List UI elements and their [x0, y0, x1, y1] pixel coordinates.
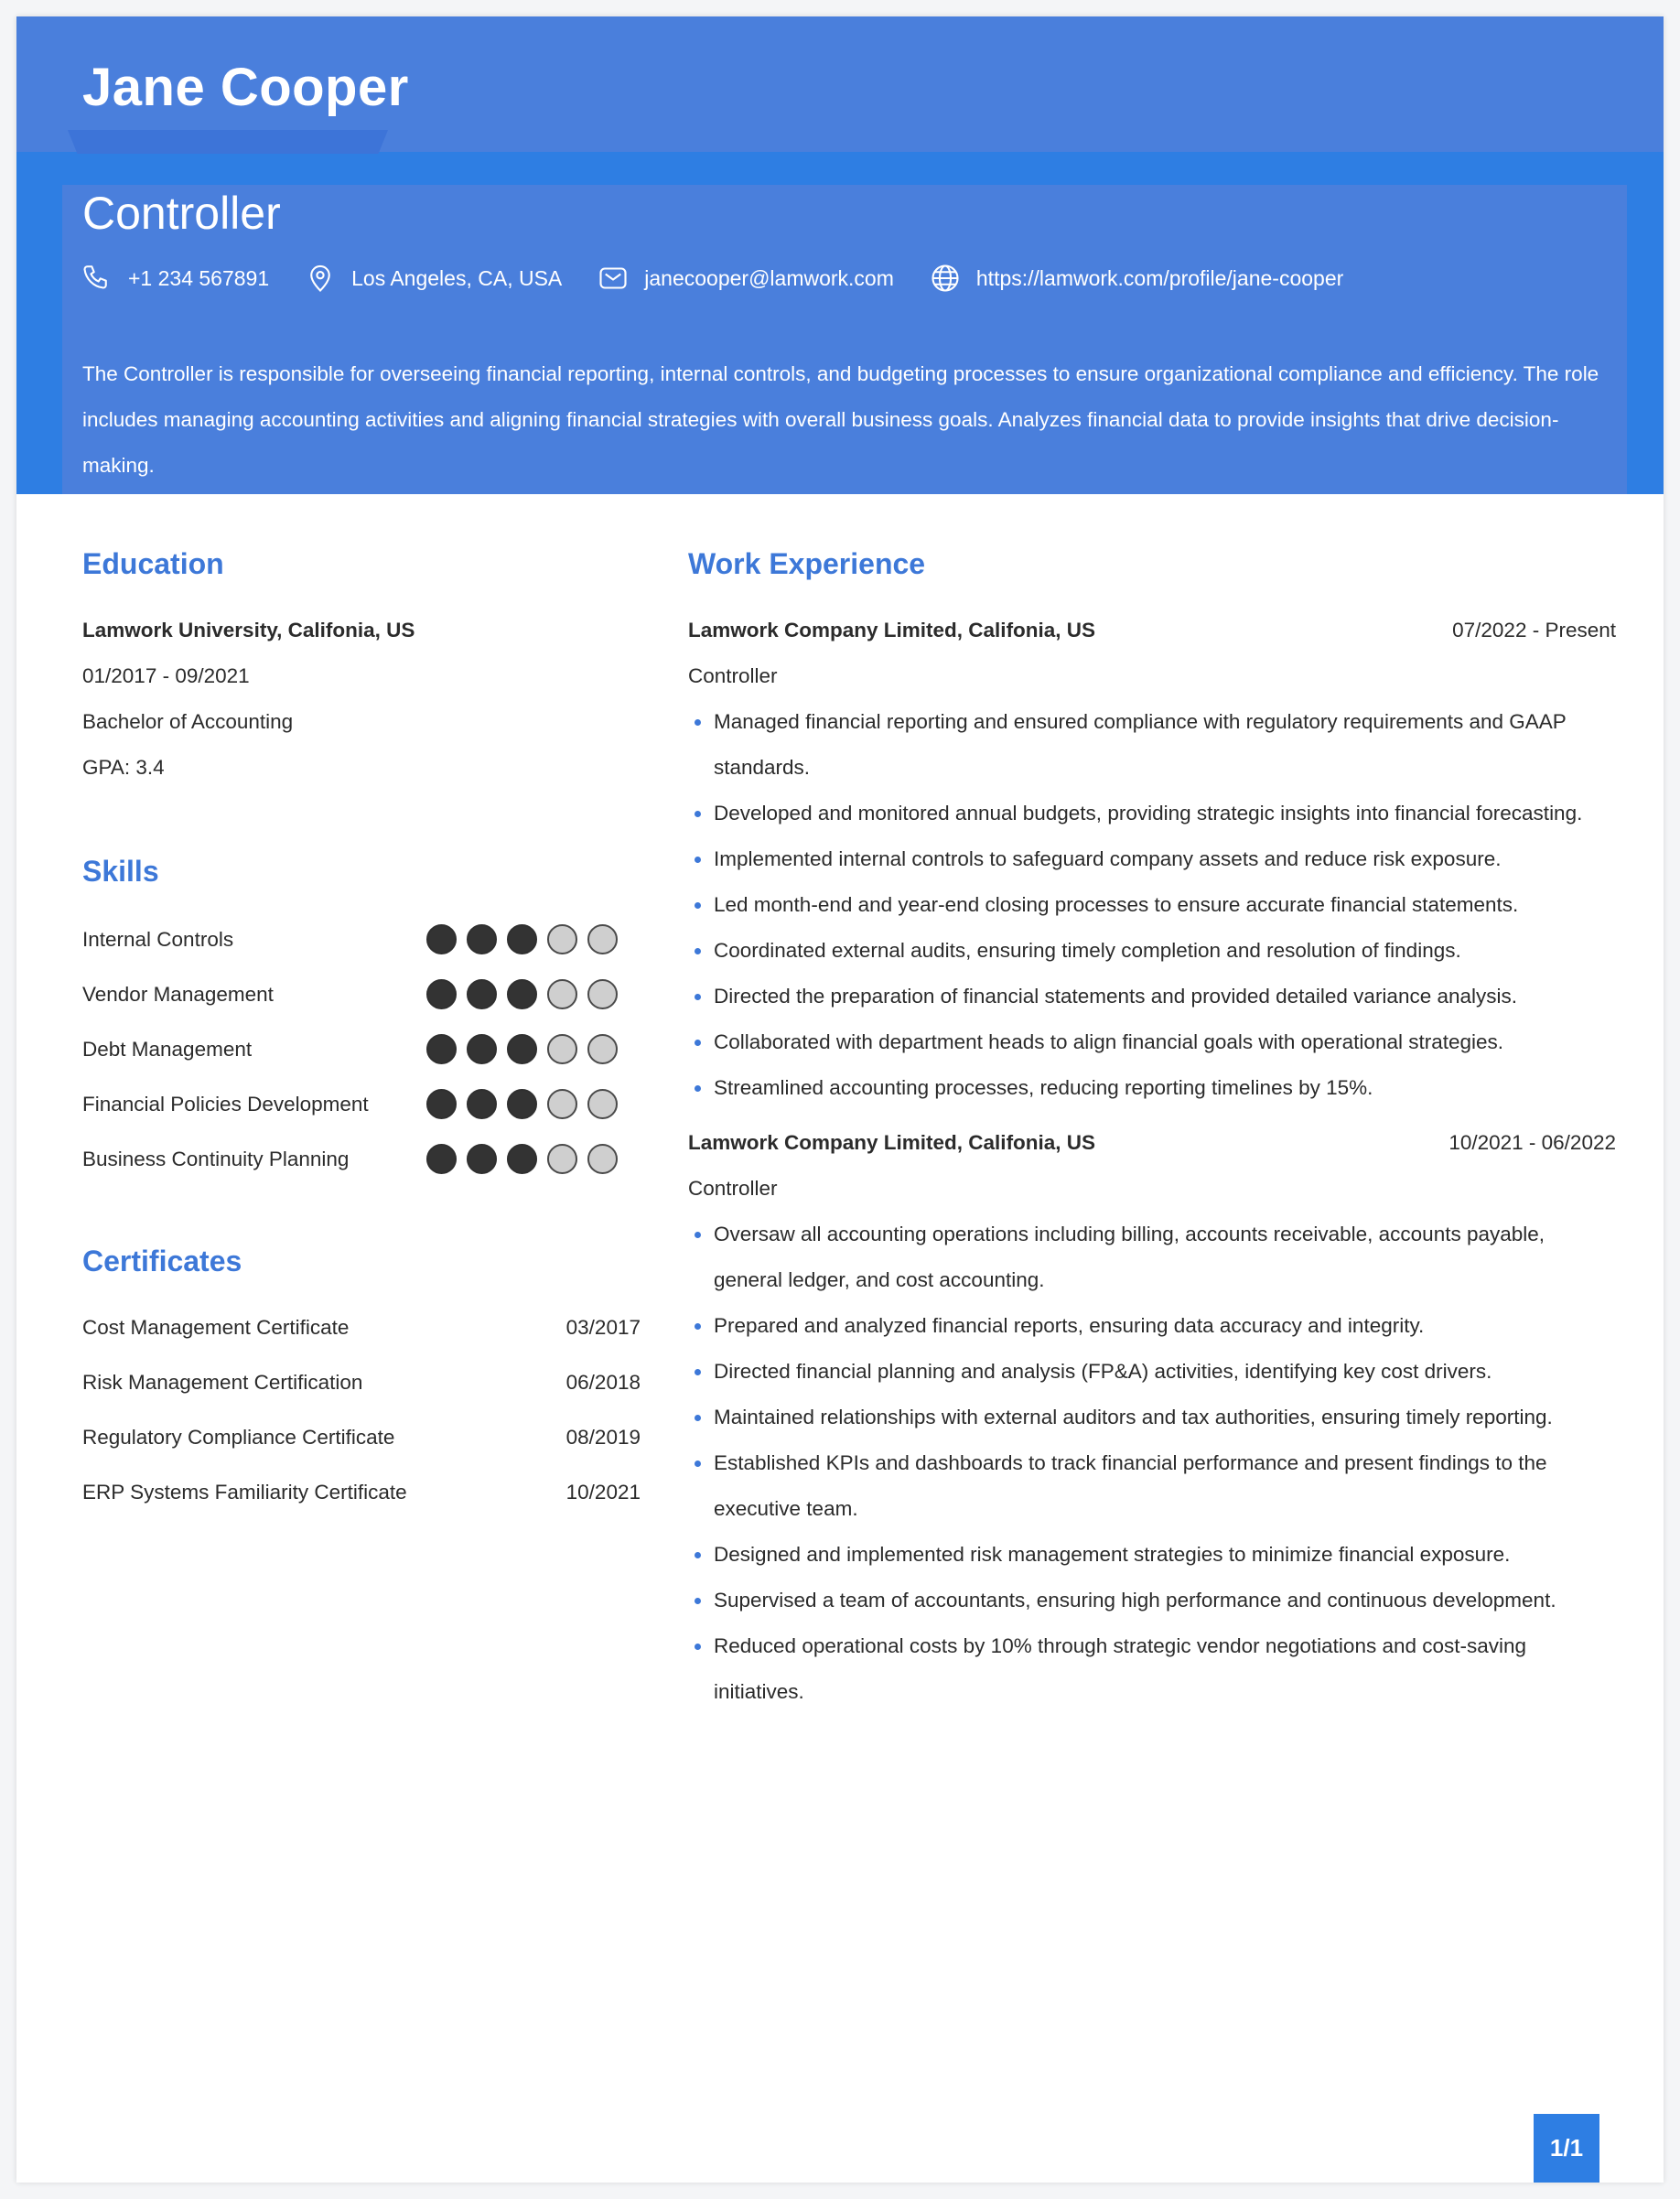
job-company: Lamwork Company Limited, Califonia, US — [688, 1131, 1096, 1154]
skill-rating — [426, 1034, 628, 1064]
certificate-name: Risk Management Certification — [82, 1371, 363, 1394]
phone-text: +1 234 567891 — [128, 265, 270, 290]
location-text: Los Angeles, CA, USA — [351, 265, 563, 290]
contact-list — [81, 258, 1378, 298]
skill-rating — [426, 1144, 628, 1174]
profile-summary: The Controller is responsible for overseeing financial reporting, internal controls, and budgeting processes to ensure organizational compliance and efficiency. The role includes managing accounting activities and aligning financial strategies with overall business goals. Analyzes financial data to provide insights that drive decision-making. — [82, 362, 1599, 477]
rating-dot-filled — [426, 924, 457, 954]
contact-email[interactable] — [597, 262, 894, 295]
rating-dot-filled — [467, 979, 497, 1009]
job-bullet: Coordinated external audits, ensuring timely completion and resolution of findings. — [688, 928, 1616, 974]
email-link[interactable]: janecooper@lamwork.com — [644, 265, 894, 290]
job-role: Controller — [688, 664, 778, 687]
rating-dot-empty — [547, 924, 577, 954]
skill-row — [82, 1032, 631, 1069]
rating-dot-filled — [507, 979, 537, 1009]
skill-row — [82, 977, 631, 1014]
phone-icon — [81, 262, 113, 295]
certificate-row — [82, 1426, 641, 1462]
job-role: Controller — [688, 1177, 778, 1200]
skill-rating — [426, 1089, 628, 1119]
rating-dot-empty — [587, 1034, 618, 1064]
rating-dot-empty — [587, 1144, 618, 1174]
job-dates: 10/2021 - 06/2022 — [1448, 1131, 1616, 1154]
job-bullets — [688, 1212, 1616, 1715]
contact-website[interactable] — [929, 262, 1343, 295]
job-bullet: Maintained relationships with external auditors and tax authorities, ensuring timely reporting. — [688, 1395, 1616, 1440]
job-bullet: Led month-end and year-end closing processes to ensure accurate financial statements. — [688, 882, 1616, 928]
job-dates: 07/2022 - Present — [1452, 619, 1616, 641]
certificate-date: 06/2018 — [565, 1371, 641, 1394]
skill-name: Internal Controls — [82, 928, 234, 951]
rating-dot-filled — [507, 1144, 537, 1174]
rating-dot-filled — [426, 1089, 457, 1119]
rating-dot-empty — [547, 1089, 577, 1119]
job-bullet: Designed and implemented risk management strategies to minimize financial exposure. — [688, 1532, 1616, 1578]
rating-dot-filled — [507, 1034, 537, 1064]
job-bullet: Reduced operational costs by 10% through strategic vendor negotiations and cost-saving initiatives. — [688, 1623, 1616, 1715]
name-tab-decoration — [68, 130, 388, 154]
skill-rating — [426, 979, 628, 1009]
certificate-row — [82, 1316, 641, 1353]
candidate-name: Jane Cooper — [82, 58, 409, 117]
job-bullets — [688, 699, 1616, 1111]
education-gpa: GPA: 3.4 — [82, 756, 165, 779]
rating-dot-empty — [547, 1034, 577, 1064]
email-icon — [597, 262, 630, 295]
education-school: Lamwork University, Califonia, US — [82, 619, 415, 641]
job-bullet: Collaborated with department heads to align financial goals with operational strategies. — [688, 1019, 1616, 1065]
rating-dot-filled — [467, 1144, 497, 1174]
certificate-row — [82, 1371, 641, 1407]
skill-row — [82, 922, 631, 959]
rating-dot-filled — [467, 924, 497, 954]
resume-header — [16, 16, 1664, 494]
website-link[interactable]: https://lamwork.com/profile/jane-cooper — [975, 265, 1344, 290]
certificate-name: ERP Systems Familiarity Certificate — [82, 1481, 407, 1504]
rating-dot-filled — [467, 1089, 497, 1119]
rating-dot-filled — [426, 1034, 457, 1064]
skill-name: Vendor Management — [82, 983, 274, 1006]
resume-page — [16, 16, 1664, 2183]
certificate-name: Regulatory Compliance Certificate — [82, 1426, 395, 1449]
education-degree: Bachelor of Accounting — [82, 710, 294, 733]
job-company: Lamwork Company Limited, Califonia, US — [688, 619, 1096, 641]
job-bullet: Oversaw all accounting operations including billing, accounts receivable, accounts payable, general ledger, and cost accounting. — [688, 1212, 1616, 1303]
certificate-date: 03/2017 — [565, 1316, 641, 1339]
rating-dot-empty — [547, 1144, 577, 1174]
job-bullet: Implemented internal controls to safeguard company assets and reduce risk exposure. — [688, 836, 1616, 882]
skill-rating — [426, 924, 628, 954]
experience-heading: Work Experience — [688, 547, 926, 580]
rating-dot-filled — [507, 924, 537, 954]
job-bullet: Established KPIs and dashboards to track financial performance and present findings to the executive team. — [688, 1440, 1616, 1532]
skill-name: Debt Management — [82, 1038, 253, 1061]
skill-row — [82, 1087, 631, 1124]
rating-dot-filled — [507, 1089, 537, 1119]
skill-name: Financial Policies Development — [82, 1093, 369, 1116]
skills-heading: Skills — [82, 855, 159, 888]
rating-dot-empty — [587, 979, 618, 1009]
job-title: Controller — [82, 188, 281, 239]
globe-icon — [929, 262, 962, 295]
page-indicator: 1/1 — [1534, 2114, 1599, 2183]
rating-dot-filled — [467, 1034, 497, 1064]
education-dates: 01/2017 - 09/2021 — [82, 664, 250, 687]
contact-phone — [81, 262, 269, 295]
job-bullet: Developed and monitored annual budgets, providing strategic insights into financial forecasting. — [688, 791, 1616, 836]
job-bullet: Prepared and analyzed financial reports, ensuring data accuracy and integrity. — [688, 1303, 1616, 1349]
job-bullet: Supervised a team of accountants, ensuring high performance and continuous development. — [688, 1578, 1616, 1623]
certificate-date: 08/2019 — [565, 1426, 641, 1449]
certificate-row — [82, 1481, 641, 1517]
contact-location — [304, 262, 562, 295]
certificates-heading: Certificates — [82, 1245, 242, 1277]
rating-dot-empty — [547, 979, 577, 1009]
job-bullet: Directed financial planning and analysis (FP&A) activities, identifying key cost drivers. — [688, 1349, 1616, 1395]
rating-dot-empty — [587, 1089, 618, 1119]
job-bullet: Directed the preparation of financial statements and provided detailed variance analysis. — [688, 974, 1616, 1019]
certificate-date: 10/2021 — [565, 1481, 641, 1504]
location-pin-icon — [304, 262, 337, 295]
skill-row — [82, 1142, 631, 1179]
job-bullet: Managed financial reporting and ensured compliance with regulatory requirements and GAAP standards. — [688, 699, 1616, 791]
rating-dot-filled — [426, 1144, 457, 1174]
certificate-name: Cost Management Certificate — [82, 1316, 350, 1339]
job-bullet: Streamlined accounting processes, reducing reporting timelines by 15%. — [688, 1065, 1616, 1111]
rating-dot-filled — [426, 979, 457, 1009]
skill-name: Business Continuity Planning — [82, 1148, 350, 1170]
rating-dot-empty — [587, 924, 618, 954]
education-heading: Education — [82, 547, 224, 580]
